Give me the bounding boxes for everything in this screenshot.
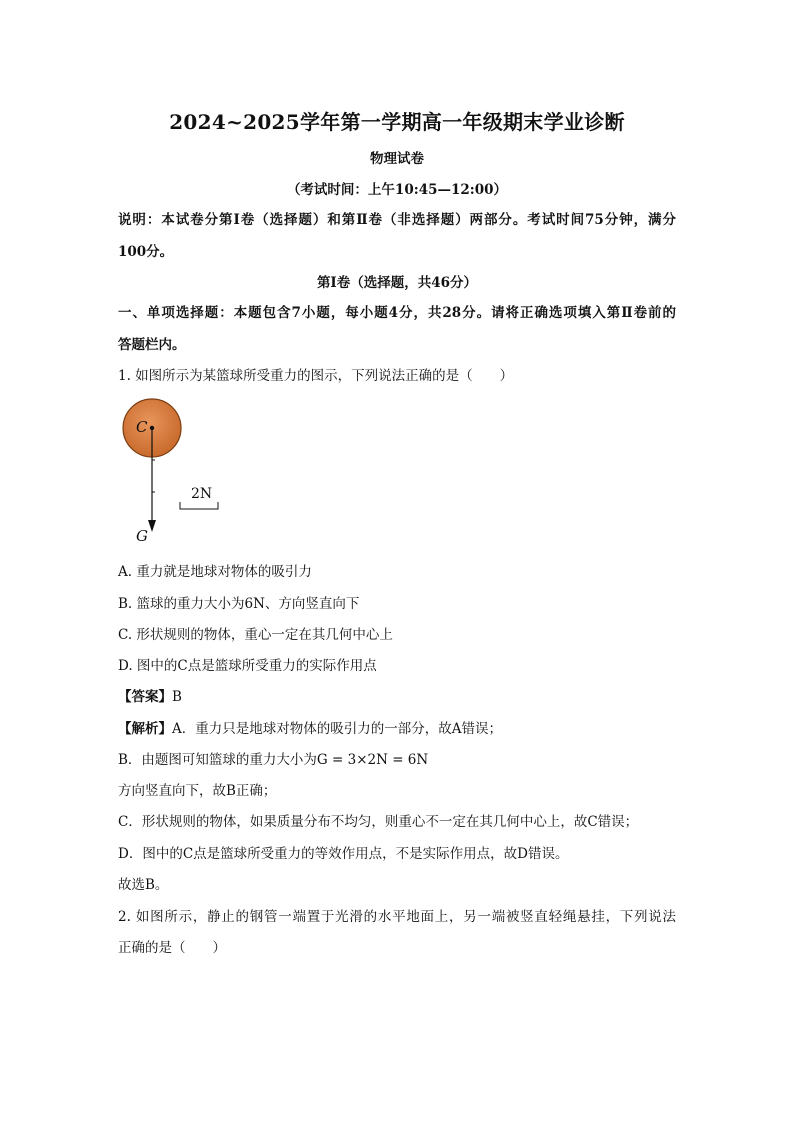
section-desc-line-1: 一、单项选择题：本题包含7小题，每小题4分，共28分。请将正确选项填入第Ⅱ卷前的 <box>118 305 676 321</box>
q1-conclusion: 故选B。 <box>118 877 169 893</box>
section-title: 第Ⅰ卷（选择题，共46分） <box>316 275 478 291</box>
subject-title: 物理试卷 <box>370 151 424 167</box>
q1-analysis-a <box>118 717 502 737</box>
analysis-label: 【解析】 <box>118 721 172 737</box>
q1-option-d: D. 图中的C点是篮球所受重力的实际作用点 <box>118 658 377 674</box>
exam-title: 2024~2025学年第一学期高一年级期末学业诊断 <box>169 110 625 134</box>
q1-option-b: B. 篮球的重力大小为6N、方向竖直向下 <box>118 596 360 612</box>
force-label: G <box>136 527 148 545</box>
q1-analysis-d: D．图中的C点是篮球所受重力的等效作用点，不是实际作用点，故D错误。 <box>118 846 569 862</box>
scale-bar <box>180 502 218 509</box>
q1-stem: 1. 如图所示为某篮球所受重力的图示，下列说法正确的是（ ） <box>118 368 514 384</box>
gravity-arrowhead <box>148 520 156 532</box>
q2-stem-line-2: 正确的是（ ） <box>118 940 226 956</box>
center-label: C <box>136 418 148 436</box>
q1-analysis-c: C．形状规则的物体，如果质量分布不均匀，则重心不一定在其几何中心上，故C错误； <box>118 814 639 830</box>
q1-analysis-b-2: 方向竖直向下，故B正确； <box>118 783 277 799</box>
q1-option-a: A. 重力就是地球对物体的吸引力 <box>118 564 312 580</box>
analysis-b-text: B．由题图可知篮球的重力大小为 <box>118 752 317 768</box>
q2-stem-line-1: 2. 如图所示，静止的钢管一端置于光滑的水平地面上，另一端被竖直轻绳悬挂，下列说法 <box>118 909 676 925</box>
analysis-a-text: A．重力只是地球对物体的吸引力的一部分，故A错误； <box>172 721 502 737</box>
q1-analysis-b <box>118 748 428 768</box>
q1-figure <box>118 392 238 550</box>
q1-answer <box>118 685 182 705</box>
instructions-line-1: 说明：本试卷分第Ⅰ卷（选择题）和第Ⅱ卷（非选择题）两部分。考试时间75分钟，满分 <box>118 212 676 228</box>
answer-label: 【答案】 <box>118 689 172 705</box>
center-point <box>150 426 154 430</box>
q1-option-c: C. 形状规则的物体，重心一定在其几何中心上 <box>118 627 393 643</box>
gravity-diagram <box>118 392 238 550</box>
answer-value: B <box>172 689 182 705</box>
scale-label: 2N <box>191 486 213 502</box>
analysis-b-equation: G = 3×2N = 6N <box>316 752 429 768</box>
instructions-line-2: 100分。 <box>118 244 174 260</box>
section-desc-line-2: 答题栏内。 <box>118 337 186 353</box>
exam-time: （考试时间：上午10:45—12:00） <box>286 182 508 198</box>
